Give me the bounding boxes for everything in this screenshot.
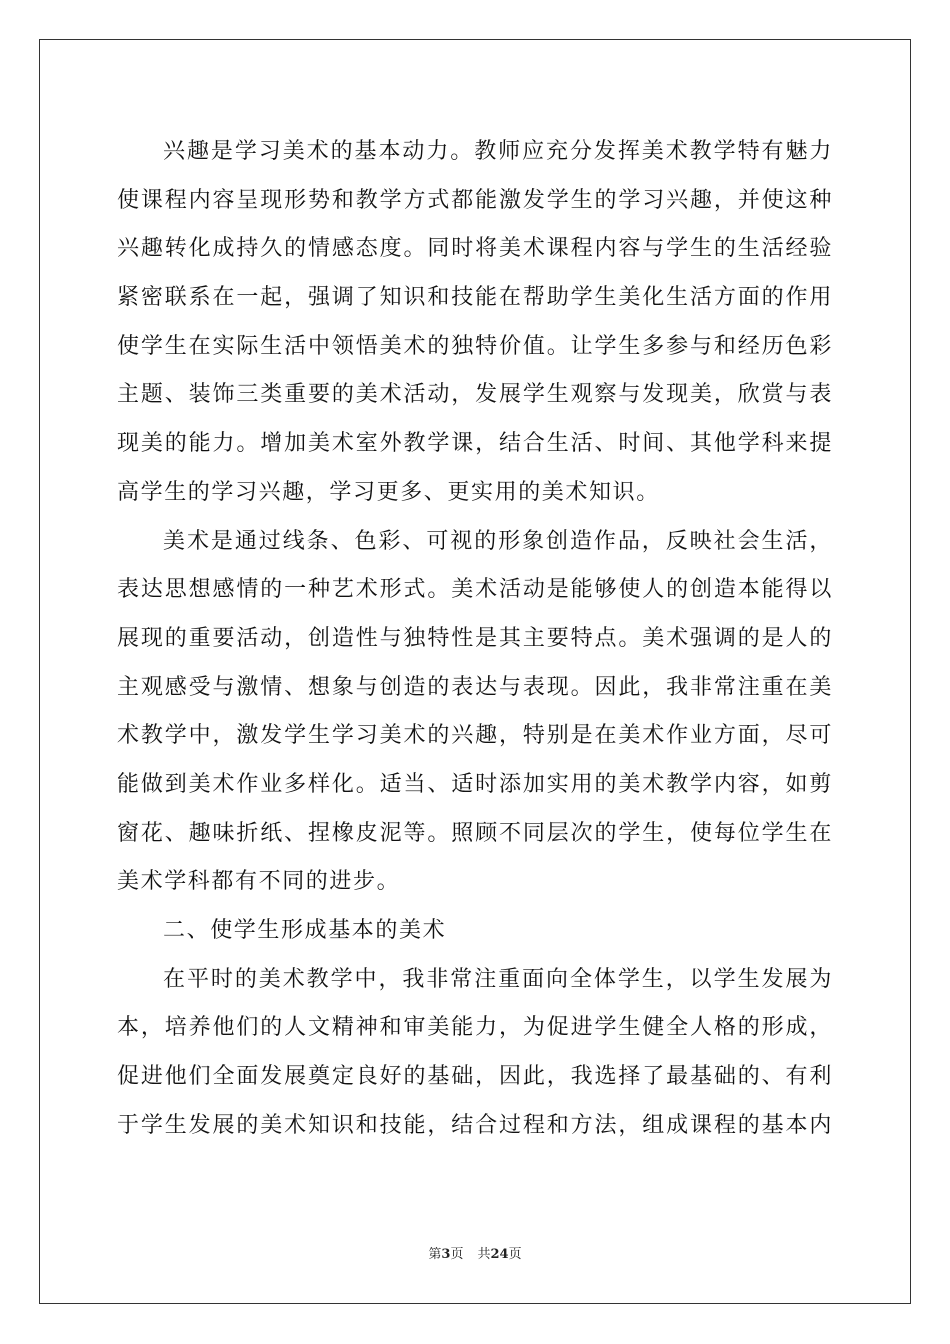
total-prefix: 共 <box>477 1247 491 1262</box>
section-heading: 二、使学生形成基本的美术 <box>163 918 447 943</box>
text-line: 窗花、趣味折纸、捏橡皮泥等。照顾不同层次的学生，使每位学生在 <box>117 820 833 846</box>
page-number: 3 <box>441 1247 451 1262</box>
text-line: 高学生的学习兴趣，学习更多、更实用的美术知识。 <box>117 479 660 505</box>
text-line: 使学生在实际生活中领悟美术的独特价值。让学生多参与和经历色彩 <box>117 333 833 359</box>
text-line: 主题、装饰三类重要的美术活动，发展学生观察与发现美，欣赏与表 <box>117 382 833 408</box>
text-line: 术教学中，激发学生学习美术的兴趣，特别是在美术作业方面，尽可 <box>117 723 833 749</box>
text-line: 能做到美术作业多样化。适当、适时添加实用的美术教学内容，如剪 <box>117 771 833 797</box>
text-line: 美术学科都有不同的进步。 <box>117 869 401 895</box>
page-footer <box>0 1243 950 1262</box>
text-line: 兴趣转化成持久的情感态度。同时将美术课程内容与学生的生活经验 <box>117 236 833 262</box>
text-line: 表达思想感情的一种艺术形式。美术活动是能够使人的创造本能得以 <box>117 577 833 603</box>
text-line: 于学生发展的美术知识和技能，结合过程和方法，组成课程的基本内 <box>117 1112 833 1138</box>
total-suffix: 页 <box>508 1247 522 1262</box>
page-suffix: 页 <box>450 1247 464 1262</box>
text-line: 紧密联系在一起，强调了知识和技能在帮助学生美化生活方面的作用 <box>117 285 833 311</box>
total-pages: 24 <box>490 1247 509 1262</box>
text-line: 现美的能力。增加美术室外教学课，结合生活、时间、其他学科来提 <box>117 431 833 457</box>
text-line: 在平时的美术教学中，我非常注重面向全体学生，以学生发展为 <box>163 966 833 992</box>
text-line: 美术是通过线条、色彩、可视的形象创造作品，反映社会生活， <box>163 528 833 554</box>
text-line: 主观感受与激情、想象与创造的表达与表现。因此，我非常注重在美 <box>117 674 833 700</box>
page-prefix: 第 <box>428 1247 442 1262</box>
document-body <box>117 128 833 1150</box>
text-line: 促进他们全面发展奠定良好的基础，因此，我选择了最基础的、有利 <box>117 1064 833 1090</box>
text-line: 展现的重要活动，创造性与独特性是其主要特点。美术强调的是人的 <box>117 625 833 651</box>
text-line: 使课程内容呈现形势和教学方式都能激发学生的学习兴趣，并使这种 <box>117 187 833 213</box>
text-line: 兴趣是学习美术的基本动力。教师应充分发挥美术教学特有魅力 <box>163 139 833 164</box>
text-line: 本，培养他们的人文精神和审美能力，为促进学生健全人格的形成， <box>117 1015 833 1041</box>
